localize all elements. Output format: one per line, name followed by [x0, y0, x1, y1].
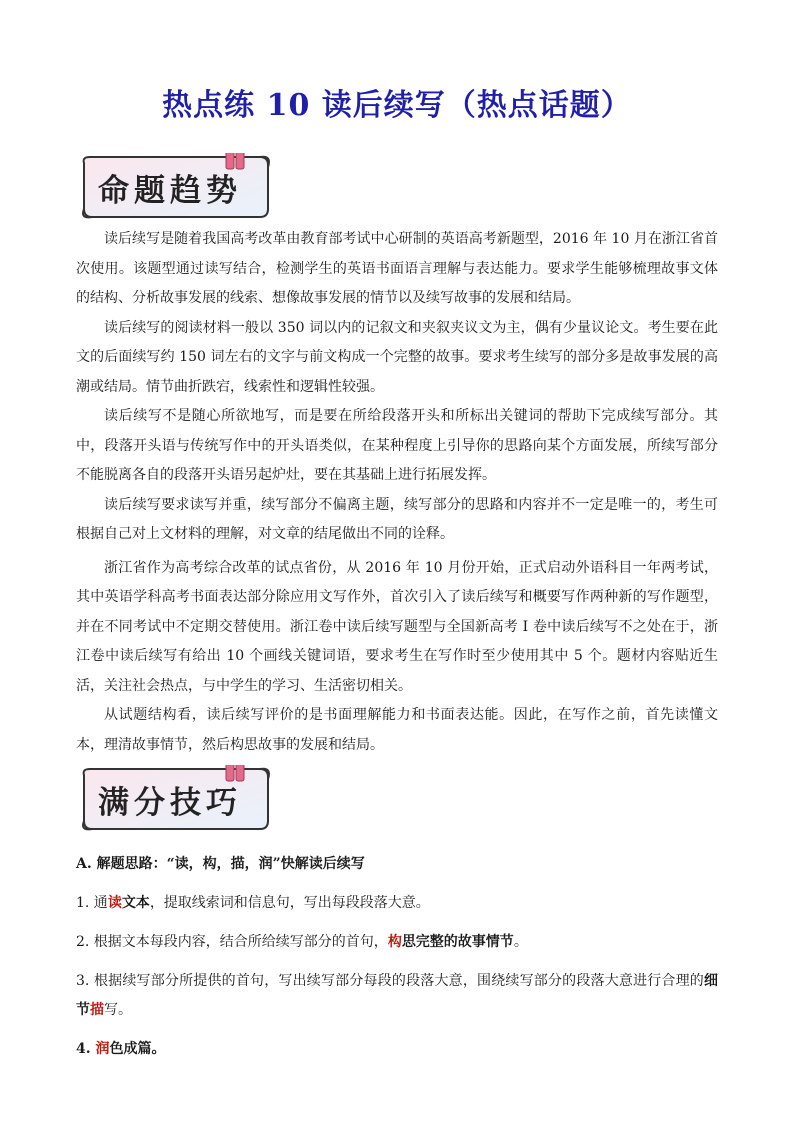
page-title: 热点练 10 读后续写（热点话题）	[162, 88, 632, 123]
tip-item-3: 3. 根据续写部分所提供的首句，写出续写部分每段的段落大意，围绕续写部分的段落大意进行合理的细节描写。	[76, 973, 718, 1018]
tip-item-2: 2. 根据文本每段内容，结合所给续写部分的首句，构思完整的故事情节。	[76, 934, 528, 950]
paragraph: 读后续写是随着我国高考改革由教育部考试中心研制的英语高考新题型，2016 年 10 月在浙江省首次使用。该题型通过读写结合，检测学生的英语书面语言理解与表达能力。要求学生能够梳理故事文体的结构、分析故事发展的线索、想像故事发展的情节以及续写故事的发展和结局。	[76, 231, 718, 306]
tip-item-4: 4. 润色成篇。	[76, 1041, 166, 1057]
trend-text	[76, 225, 718, 760]
tip-item-1: 1. 通读文本，提取线索词和信息句，写出每段段落大意。	[76, 895, 430, 911]
section-banner-trend	[78, 153, 274, 221]
tips-heading: A. 解题思路：“读，构，描，润”快解读后续写	[76, 856, 365, 872]
paragraph: 浙江省作为高考综合改革的试点省份，从 2016 年 10 月份开始，正式启动外语科目一年两考试，其中英语学科高考书面表达部分除应用文写作外，首次引入了读后续写和概要写作两种新的写作题型，并在不同考试中不定期交替使用。浙江卷中读后续写题型与全国新高考 I 卷中读后续写不之处在于，浙江卷中读后续写有给出 10 个画线关键词语，要求考生在写作时至少使用其中 5 个。题材内容贴近生活，关注社会热点，与中学生的学习、生活密切相关。	[76, 559, 718, 694]
banner-label: 满分技巧	[98, 785, 242, 821]
paragraph: 从试题结构看，读后续写评价的是书面理解能力和书面表达能。因此，在写作之前，首先读懂文本，理清故事情节，然后构思故事的发展和结局。	[76, 707, 718, 753]
section-banner-tips	[78, 765, 274, 833]
paragraph: 读后续写的阅读材料一般以 350 词以内的记叙文和夹叙夹议文为主，偶有少量议论文。考生要在此文的后面续写约 150 词左右的文字与前文构成一个完整的故事。要求考生续写的部分多是故事发展的高潮或结局。情节曲折跌宕，线索性和逻辑性较强。	[76, 319, 718, 395]
banner-label: 命题趋势	[98, 173, 242, 209]
tips-list	[76, 850, 718, 1064]
paragraph: 读后续写要求读写并重，续写部分不偏离主题，续写部分的思路和内容并不一定是唯一的，考生可根据自己对上文材料的理解，对文章的结尾做出不同的诠释。	[76, 496, 718, 542]
paragraph: 读后续写不是随心所欲地写，而是要在所给段落开头和所标出关键词的帮助下完成续写部分。其中，段落开头语与传统写作中的开头语类似，在某种程度上引导你的思路向某个方面发展，所续写部分不能脱离各自的段落开头语另起炉灶，要在其基础上进行拓展发挥。	[76, 408, 718, 483]
